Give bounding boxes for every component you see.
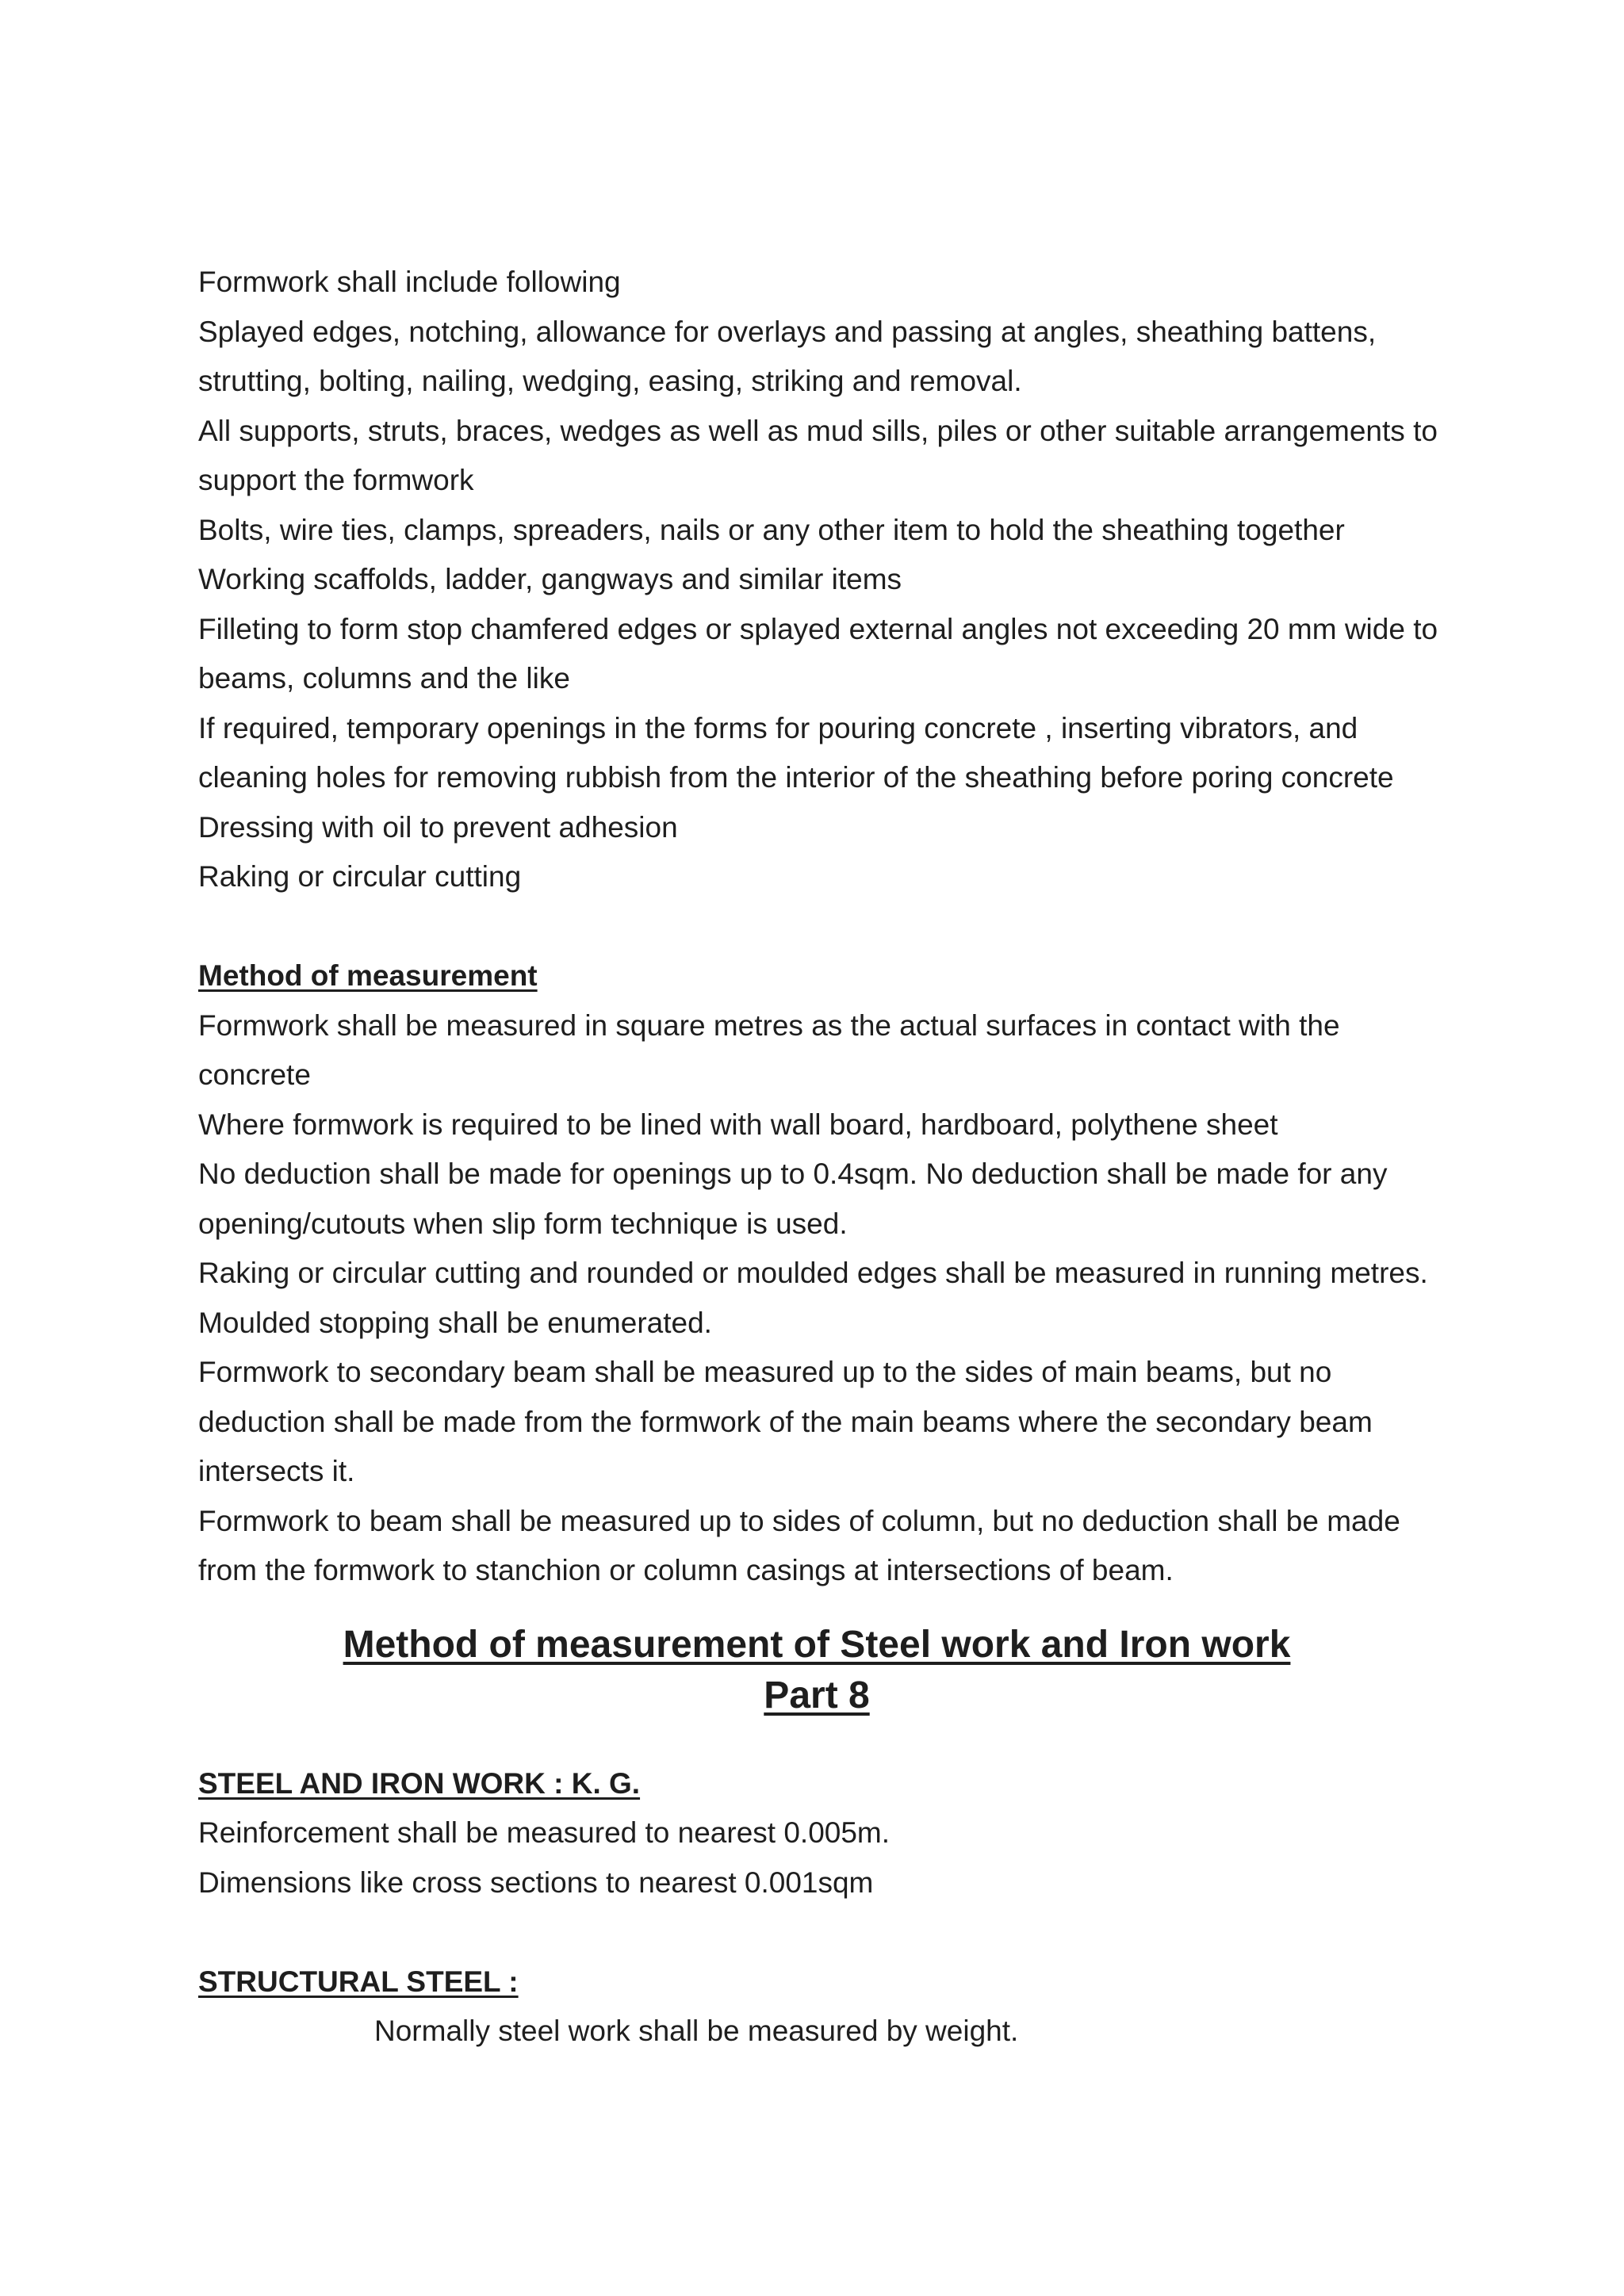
measurement-line: Raking or circular cutting and rounded or moulded edges shall be measured in running metres.	[198, 1257, 1428, 1289]
method-of-measurement-section	[198, 951, 1435, 1596]
formwork-includes-list	[198, 258, 1438, 902]
formwork-line: Raking or circular cutting	[198, 860, 522, 893]
formwork-line: support the formwork	[198, 464, 474, 496]
steel-iron-work-heading: STEEL AND IRON WORK : K. G.	[198, 1766, 641, 1800]
structural-steel-section	[198, 1957, 1435, 2057]
measurement-line: Formwork to beam shall be measured up to sides of column, but no deduction shall be made	[198, 1504, 1400, 1537]
formwork-line: Working scaffolds, ladder, gangways and similar items	[198, 563, 902, 595]
structural-steel-heading: STRUCTURAL STEEL :	[198, 1965, 519, 1998]
measurement-line: intersects it.	[198, 1455, 355, 1487]
part-title: Method of measurement of Steel work and Iron work	[343, 1623, 1291, 1666]
measurement-line: deduction shall be made from the formwork of the main beams where the secondary beam	[198, 1405, 1373, 1438]
measurement-line: No deduction shall be made for openings up to 0.4sqm. No deduction shall be made for any	[198, 1158, 1388, 1190]
formwork-line: If required, temporary openings in the forms for pouring concrete , inserting vibrators, and	[198, 711, 1358, 744]
measurement-line: Where formwork is required to be lined with wall board, hardboard, polythene sheet	[198, 1108, 1278, 1141]
formwork-line: Dressing with oil to prevent adhesion	[198, 810, 678, 844]
steel-line: Reinforcement shall be measured to nearest 0.005m.	[198, 1816, 891, 1849]
formwork-line: cleaning holes for removing rubbish from the interior of the sheathing before poring concrete	[198, 761, 1394, 794]
measurement-line: concrete	[198, 1058, 311, 1091]
formwork-line: Bolts, wire ties, clamps, spreaders, nails or any other item to hold the sheathing together	[198, 513, 1345, 546]
steel-iron-work-section	[198, 1759, 1435, 1908]
formwork-line: All supports, struts, braces, wedges as well as mud sills, piles or other suitable arrangements to	[198, 414, 1438, 447]
steel-line: Dimensions like cross sections to nearest 0.001sqm	[198, 1866, 874, 1899]
measurement-line: Moulded stopping shall be enumerated.	[198, 1306, 712, 1339]
page-content	[198, 258, 1438, 2057]
measurement-line: from the formwork to stanchion or column casings at intersections of beam.	[198, 1554, 1174, 1586]
measurement-line: opening/cutouts when slip form technique is used.	[198, 1207, 848, 1240]
spacer	[198, 902, 1435, 952]
method-of-measurement-heading: Method of measurement	[198, 959, 538, 992]
formwork-line: Splayed edges, notching, allowance for overlays and passing at angles, sheathing battens,	[198, 315, 1377, 348]
formwork-line: beams, columns and the like	[198, 662, 570, 695]
structural-steel-text: Normally steel work shall be measured by weight.	[374, 2015, 1019, 2047]
formwork-line: Formwork shall include following	[198, 266, 621, 298]
measurement-line: Formwork to secondary beam shall be measured up to the sides of main beams, but no	[198, 1356, 1332, 1388]
spacer	[198, 1908, 1435, 1957]
part-title-block	[198, 1596, 1435, 1759]
formwork-line: strutting, bolting, nailing, wedging, easing, striking and removal.	[198, 365, 1022, 397]
formwork-line: Filleting to form stop chamfered edges or splayed external angles not exceeding 20 mm wide to	[198, 612, 1438, 645]
measurement-line: Formwork shall be measured in square metres as the actual surfaces in contact with the	[198, 1008, 1340, 1042]
part-number: Part 8	[764, 1674, 870, 1716]
